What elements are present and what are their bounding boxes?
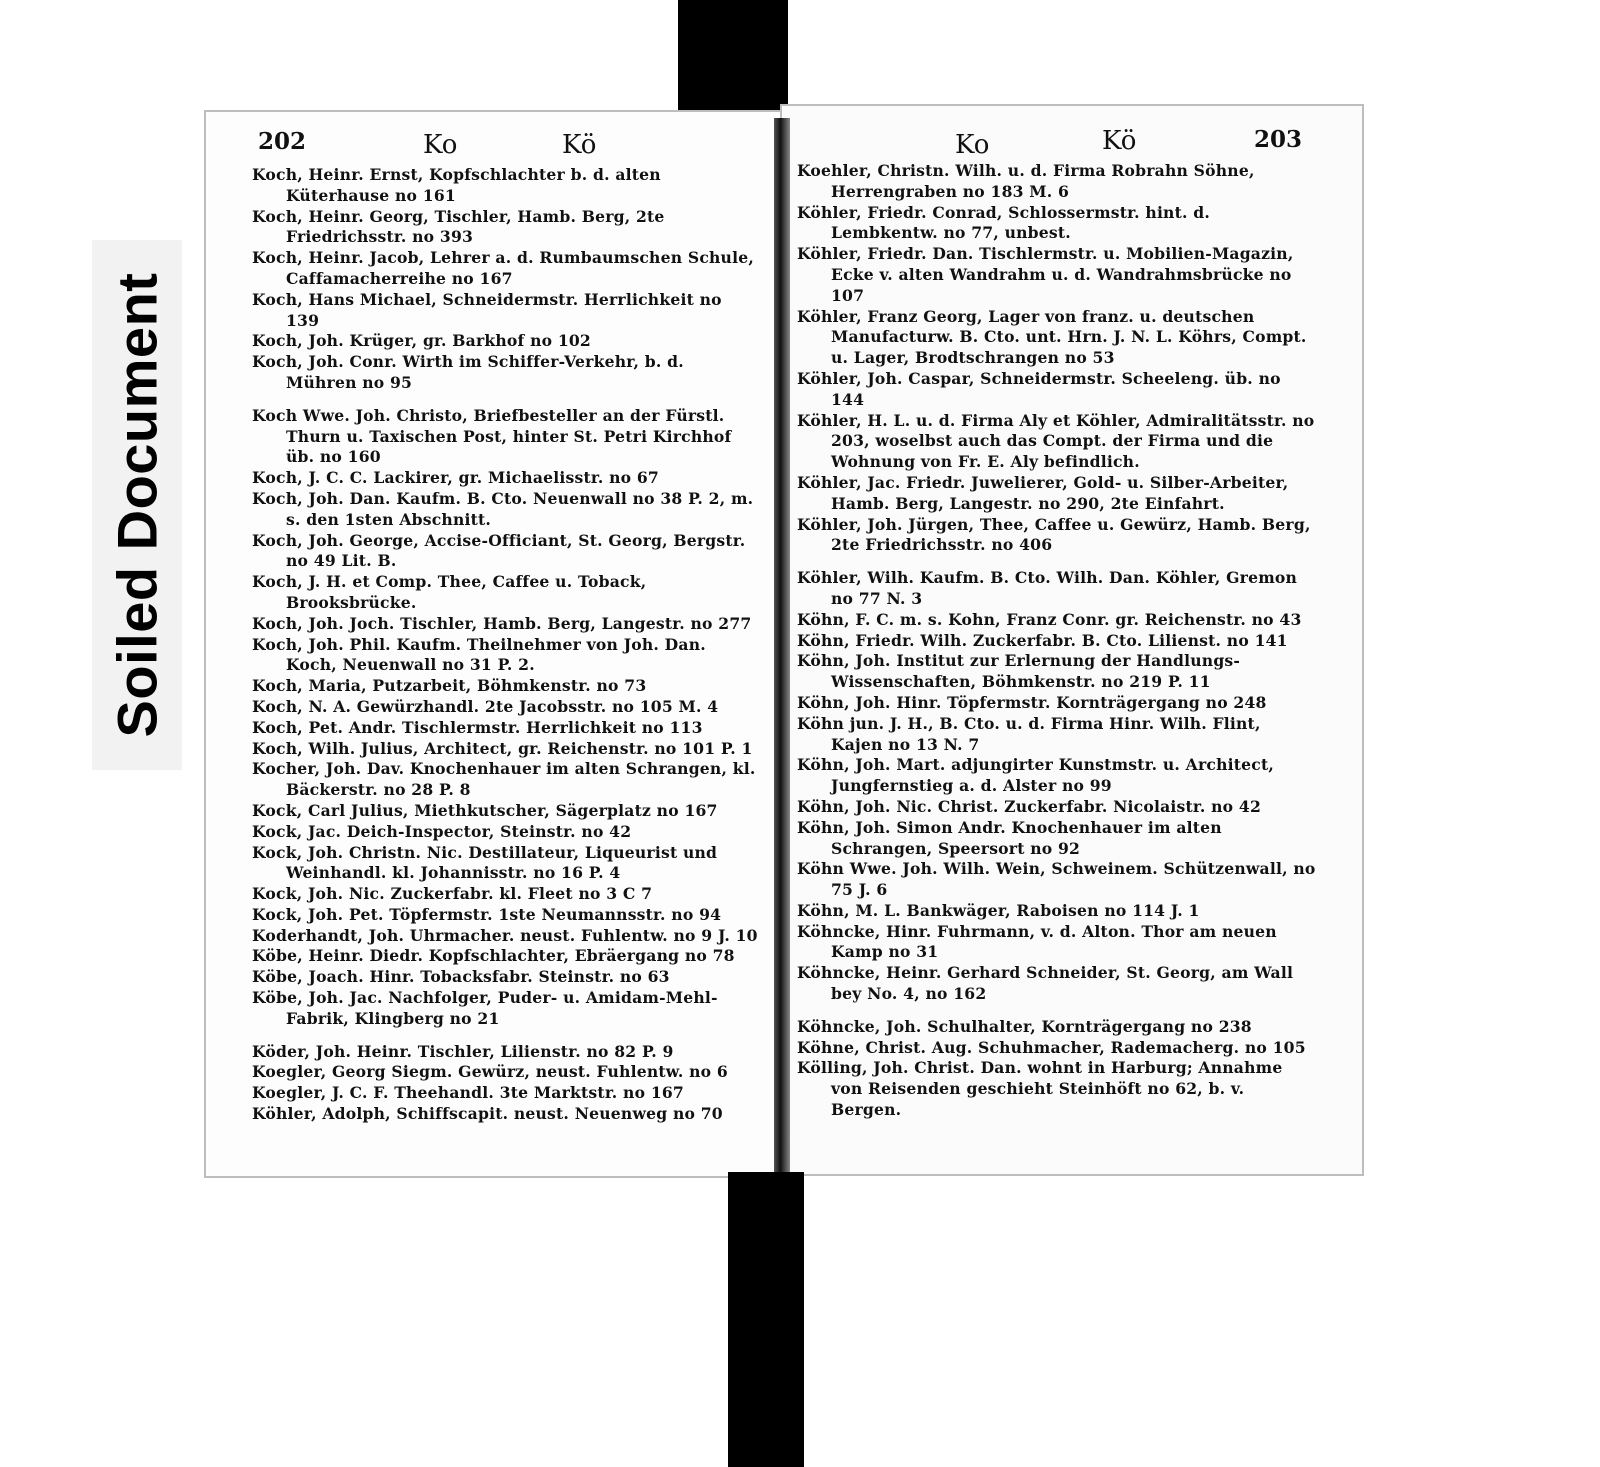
- directory-entry: Köhn, Joh. Nic. Christ. Zuckerfabr. Nicolaistr. no 42: [797, 796, 1262, 816]
- directory-entry: Köhn, F. C. m. s. Kohn, Franz Conr. gr. Reichenstr. no 43: [797, 609, 1302, 629]
- directory-entry: Koch, Joh. George, Accise-Officiant, St. Georg, Bergstr. no 49 Lit. B.: [252, 530, 746, 571]
- directory-entry: Köbe, Joh. Jac. Nachfolger, Puder- u. Amidam-Mehl-Fabrik, Klingberg no 21: [252, 988, 718, 1028]
- directory-entry: Koch, Heinr. Jacob, Lehrer a. d. Rumbaumschen Schule, Caffamacherreihe no 167: [252, 248, 754, 288]
- left-header-koe: Kö: [562, 130, 597, 160]
- directory-entry: Kocher, Joh. Dav. Knochenhauer im alten Schrangen, kl. Bäckerstr. no 28 P. 8: [252, 759, 756, 800]
- book-gutter: [774, 118, 790, 1178]
- directory-entry: Koch, Pet. Andr. Tischlermstr. Herrlichkeit no 113: [252, 717, 703, 737]
- directory-entry: Kock, Joh. Pet. Töpfermstr. 1ste Neumannsstr. no 94: [252, 904, 722, 924]
- directory-entry: Koch, J. H. et Comp. Thee, Caffee u. Toback, Brooksbrücke.: [252, 572, 647, 612]
- directory-entry: Köhler, Friedr. Dan. Tischlermstr. u. Mobilien-Magazin, Ecke v. alten Wandrahm u. d. Wandrahmsbrücke no 107: [797, 244, 1294, 305]
- directory-entry: Köhler, Joh. Jürgen, Thee, Caffee u. Gewürz, Hamb. Berg, 2te Friedrichsstr. no 406: [797, 514, 1311, 555]
- directory-entry: Kock, Carl Julius, Miethkutscher, Sägerplatz no 167: [252, 800, 718, 820]
- left-entry-list: [252, 165, 758, 1125]
- directory-entry: Köhncke, Heinr. Gerhard Schneider, St. Georg, am Wall bey No. 4, no 162: [797, 963, 1294, 1004]
- directory-entry: Koegler, J. C. F. Theehandl. 3te Marktstr. no 167: [252, 1083, 684, 1103]
- binding-strap-top: [678, 0, 788, 128]
- directory-entry: Kock, Jac. Deich-Inspector, Steinstr. no 42: [252, 821, 632, 841]
- right-header-ko: Ko: [955, 130, 990, 160]
- directory-entry: Koegler, Georg Siegm. Gewürz, neust. Fuhlentw. no 6: [252, 1062, 728, 1082]
- directory-entry: Koch, Wilh. Julius, Architect, gr. Reichenstr. no 101 P. 1: [252, 738, 753, 758]
- directory-entry: Koch, Joh. Conr. Wirth im Schiffer-Verkehr, b. d. Mühren no 95: [252, 352, 684, 392]
- directory-entry: Köbe, Heinr. Diedr. Kopfschlachter, Ebräergang no 78: [252, 946, 735, 966]
- directory-entry: Köhne, Christ. Aug. Schuhmacher, Rademacherg. no 105: [797, 1037, 1306, 1057]
- document-label: Soiled Document: [105, 272, 169, 738]
- directory-entry: Köhn jun. J. H., B. Cto. u. d. Firma Hinr. Wilh. Flint, Kajen no 13 N. 7: [797, 713, 1261, 754]
- right-page-number: 203: [1254, 126, 1303, 153]
- left-header-ko: Ko: [423, 130, 458, 160]
- directory-entry: Koch, J. C. C. Lackirer, gr. Michaelisstr. no 67: [252, 468, 659, 488]
- directory-entry: Köhn, Joh. Simon Andr. Knochenhauer im alten Schrangen, Speersort no 92: [797, 817, 1222, 858]
- directory-entry: Koch, Joh. Joch. Tischler, Hamb. Berg, Langestr. no 277: [252, 613, 752, 633]
- directory-entry: Köhn, Joh. Hinr. Töpfermstr. Kornträgergang no 248: [797, 692, 1267, 712]
- directory-entry: Köhler, Franz Georg, Lager von franz. u. deutschen Manufacturw. B. Cto. unt. Hrn. J. N. L. Köhrs, Compt. u. Lager, Brodtschrangen no 53: [797, 306, 1307, 368]
- directory-entry: Koch, Maria, Putzarbeit, Böhmkenstr. no 73: [252, 676, 647, 696]
- directory-entry: Kock, Joh. Nic. Zuckerfabr. kl. Fleet no 3 C 7: [252, 884, 653, 904]
- left-page-number: 202: [258, 128, 307, 155]
- directory-entry: Köhler, Wilh. Kaufm. B. Cto. Wilh. Dan. Köhler, Gremon no 77 N. 3: [797, 568, 1298, 608]
- directory-entry: Köhncke, Joh. Schulhalter, Kornträgergang no 238: [797, 1016, 1252, 1036]
- directory-entry: Köhn, Joh. Mart. adjungirter Kunstmstr. u. Architect, Jungfernstieg a. d. Alster no 99: [797, 755, 1275, 796]
- directory-entry: Koch, Joh. Dan. Kaufm. B. Cto. Neuenwall no 38 P. 2, m. s. den 1sten Abschnitt.: [252, 488, 754, 529]
- directory-entry: Koch Wwe. Joh. Christo, Briefbesteller an der Fürstl. Thurn u. Taxischen Post, hinter St. Petri Kirchhof üb. no 160: [252, 405, 732, 467]
- binding-strap-bottom: [728, 1172, 804, 1467]
- directory-entry: Koch, N. A. Gewürzhandl. 2te Jacobsstr. no 105 M. 4: [252, 696, 719, 716]
- right-entry-list: [797, 161, 1317, 1121]
- directory-entry: Köhler, Adolph, Schiffscapit. neust. Neuenweg no 70: [252, 1104, 723, 1124]
- directory-entry: Koch, Hans Michael, Schneidermstr. Herrlichkeit no 139: [252, 289, 722, 330]
- directory-entry: Köhler, Joh. Caspar, Schneidermstr. Scheeleng. üb. no 144: [797, 368, 1281, 409]
- directory-entry: Koch, Heinr. Ernst, Kopfschlachter b. d. alten Küterhause no 161: [252, 165, 661, 205]
- directory-entry: Kock, Joh. Christn. Nic. Destillateur, Liqueurist und Weinhandl. kl. Johannisstr. no 16 P. 4: [252, 842, 718, 883]
- directory-entry: Köhncke, Hinr. Fuhrmann, v. d. Alton. Thor am neuen Kamp no 31: [797, 921, 1277, 962]
- directory-entry: Koehler, Christn. Wilh. u. d. Firma Robrahn Söhne, Herrengraben no 183 M. 6: [797, 161, 1255, 201]
- directory-entry: Koch, Joh. Phil. Kaufm. Theilnehmer von Joh. Dan. Koch, Neuenwall no 31 P. 2.: [252, 634, 706, 675]
- directory-entry: Köhler, Friedr. Conrad, Schlossermstr. hint. d. Lembkentw. no 77, unbest.: [797, 202, 1210, 243]
- directory-entry: Koch, Joh. Krüger, gr. Barkhof no 102: [252, 331, 591, 351]
- directory-entry: Köbe, Joach. Hinr. Tobacksfabr. Steinstr. no 63: [252, 967, 670, 987]
- directory-entry: Köhn, Joh. Institut zur Erlernung der Handlungs-Wissenschaften, Böhmkenstr. no 219 P. 11: [797, 651, 1241, 692]
- directory-entry: Köhn Wwe. Joh. Wilh. Wein, Schweinem. Schützenwall, no 75 J. 6: [797, 859, 1316, 900]
- directory-entry: Köhn, M. L. Bankwäger, Raboisen no 114 J. 1: [797, 900, 1200, 920]
- directory-entry: Köhler, H. L. u. d. Firma Aly et Köhler, Admiralitätsstr. no 203, woselbst auch das Compt. der Firma und die Wohnung von Fr. E. Aly befindlich.: [797, 410, 1315, 472]
- directory-entry: Kölling, Joh. Christ. Dan. wohnt in Harburg; Annahme von Reisenden geschieht Steinhöft no 62, b. v. Bergen.: [797, 1058, 1283, 1120]
- right-header-koe: Kö: [1102, 126, 1137, 156]
- directory-entry: Köder, Joh. Heinr. Tischler, Lilienstr. no 82 P. 9: [252, 1041, 674, 1061]
- directory-entry: Köhler, Jac. Friedr. Juwelierer, Gold- u. Silber-Arbeiter, Hamb. Berg, Langestr. no 290, 2te Einfahrt.: [797, 472, 1289, 513]
- directory-entry: Köhn, Friedr. Wilh. Zuckerfabr. B. Cto. Lilienst. no 141: [797, 630, 1288, 650]
- directory-entry: Koderhandt, Joh. Uhrmacher. neust. Fuhlentw. no 9 J. 10: [252, 925, 758, 945]
- directory-entry: Koch, Heinr. Georg, Tischler, Hamb. Berg, 2te Friedrichsstr. no 393: [252, 206, 665, 247]
